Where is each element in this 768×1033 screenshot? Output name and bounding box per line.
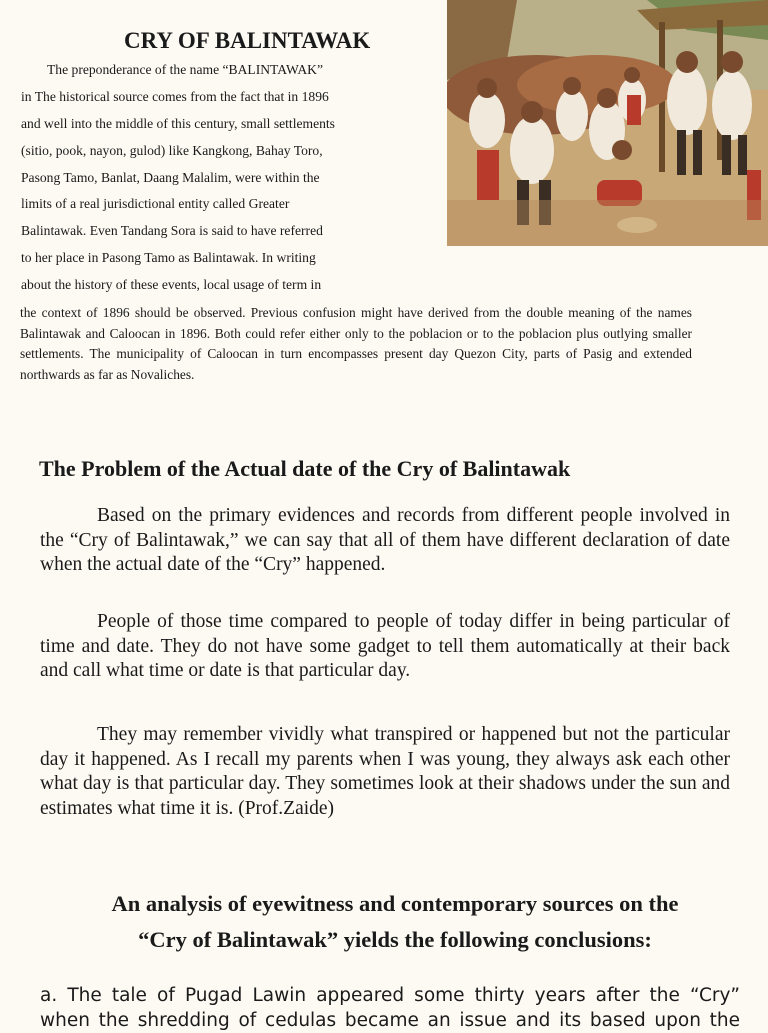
- intro-line: (sitio, pook, nayon, gulod) like Kangkong, Bahay Toro,: [21, 143, 323, 158]
- intro-wrapped-text: [0, 0, 447, 300]
- intro-line: The preponderance of the name “BALINTAWAK”: [47, 62, 323, 77]
- page-title: CRY OF BALINTAWAK: [124, 28, 371, 53]
- section-heading-actual-date: The Problem of the Actual date of the Cry of Balintawak: [39, 456, 571, 481]
- conclusion-item-a: a. The tale of Pugad Lawin appeared some thirty years after the “Cry” when the shredding of cedulas became an issue and its based upon the: [40, 985, 740, 1031]
- body-paragraph: They may remember vividly what transpired or happened but not the particular day it happened. As I recall my parents when I was young, they always ask each other what day is that particular day. They sometimes look at their shadows under the sun and estimates what time it is. (Prof.Zaide): [40, 724, 730, 819]
- intro-line: about the history of these events, local usage of term in: [21, 277, 322, 292]
- intro-line: Pasong Tamo, Banlat, Daang Malalim, were within the: [21, 170, 320, 185]
- intro-line: and well into the middle of this century, small settlements: [21, 116, 335, 131]
- intro-continuation-paragraph: the context of 1896 should be observed. Previous confusion might have derived from the double meaning of the names Balintawak and Caloocan in 1896. Both could refer either only to the poblacion or to the poblacion plus outlying smaller settlements. The municipality of Caloocan in turn encompasses present day Quezon City, parts of Pasig and extended northwards as far as Novaliches.: [20, 305, 692, 382]
- intro-line: in The historical source comes from the fact that in 1896: [21, 89, 329, 104]
- section-heading-analysis: [40, 886, 750, 958]
- intro-line: limits of a real jurisdictional entity called Greater: [21, 196, 290, 211]
- analysis-heading-line: An analysis of eyewitness and contemporary sources on the: [111, 891, 679, 916]
- painting-artwork: [447, 0, 768, 246]
- body-paragraph: Based on the primary evidences and records from different people involved in the “Cry of Balintawak,” we can say that all of them have different declaration of date when the actual date of the “Cry” happened.: [40, 505, 730, 575]
- cry-of-balintawak-painting: [447, 0, 768, 246]
- intro-line: to her place in Pasong Tamo as Balintawak. In writing: [21, 250, 316, 265]
- intro-line: Balintawak. Even Tandang Sora is said to have referred: [21, 223, 323, 238]
- analysis-heading-line: “Cry of Balintawak” yields the following conclusions:: [138, 927, 652, 952]
- body-paragraph: People of those time compared to people of today differ in being particular of time and date. They do not have some gadget to tell them automatically at their back and call what time or date is that particular day.: [40, 611, 730, 681]
